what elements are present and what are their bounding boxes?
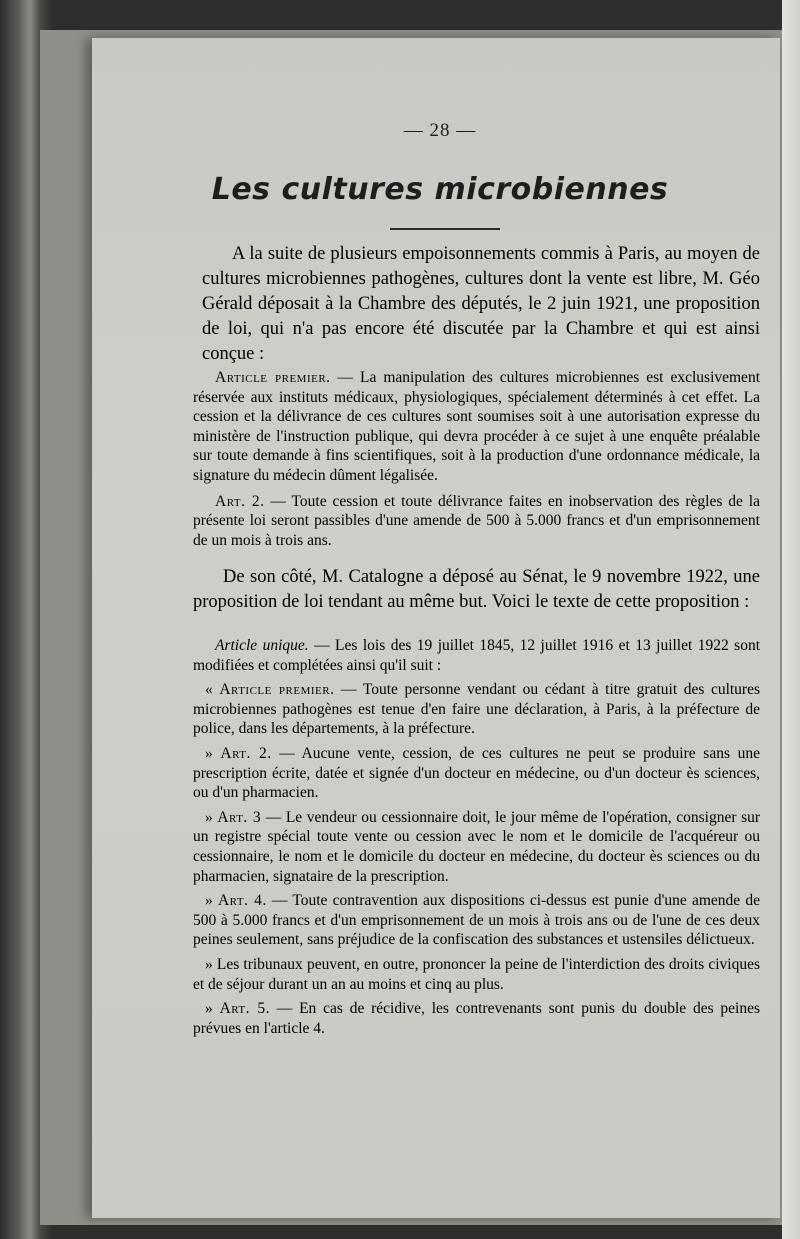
second-art2-text: — Aucune vente, cession, de ces cultures ne peut se produire sans une prescription écrite, datée et signée d'un docteur en médecine, ou d'un docteur ès sciences, ou d'un pharmacien. bbox=[193, 744, 761, 802]
second-art5-text: — En cas de récidive, les contrevenants sont punis du double des peines prévues en l'article 4. bbox=[193, 1000, 761, 1037]
intro-text: A la suite de plusieurs empoisonnements commis à Paris, au moyen de cultures microbiennes pathogènes, cultures dont la vente est libre, M. Géo Gérald déposait à la Chambre des députés, le 2 juin 1921, une proposition de loi, qui n'a pas encore été discutée par la Chambre et qui est ainsi conçue : bbox=[202, 244, 760, 364]
second-art4-prefix: » bbox=[205, 892, 218, 910]
second-art5-prefix: » bbox=[205, 1000, 220, 1018]
facing-page-edge bbox=[782, 0, 800, 1239]
second-art2-label: Art. 2. bbox=[220, 744, 272, 762]
second-art5 bbox=[193, 999, 760, 1038]
second-tribunals: » Les tribunaux peuvent, en outre, prononcer la peine de l'interdiction des droits civiques et de séjour durant un an au moins et cinq au plus. bbox=[193, 955, 760, 993]
page-title: Les cultures microbiennes bbox=[211, 172, 669, 207]
second-proposal bbox=[193, 636, 760, 1038]
second-art2-prefix: » bbox=[205, 744, 221, 762]
second-art1 bbox=[193, 680, 760, 739]
first-proposal bbox=[193, 368, 760, 550]
first-art1 bbox=[193, 368, 760, 486]
intro-paragraph bbox=[202, 242, 760, 367]
second-art4 bbox=[193, 891, 760, 950]
second-art2 bbox=[193, 744, 760, 803]
second-unique-text: — Les lois des 19 juillet 1845, 12 juillet 1916 et 13 juillet 1922 sont modifiées et complétées ainsi qu'il suit : bbox=[193, 637, 760, 674]
senate-intro-paragraph bbox=[193, 565, 760, 615]
book-page bbox=[92, 38, 780, 1218]
first-art2 bbox=[193, 492, 760, 551]
title-underline bbox=[390, 228, 500, 230]
first-art2-text: — Toute cession et toute délivrance faites en inobservation des règles de la présente loi seront passibles d'une amende de 500 à 5.000 francs et d'un emprisonnement de un mois à trois ans. bbox=[193, 492, 760, 549]
second-art4-label: Art. 4. bbox=[217, 892, 267, 910]
first-art1-label: Article premier. bbox=[215, 369, 331, 386]
page-number: — 28 — bbox=[403, 120, 477, 141]
first-art2-label: Art. 2. bbox=[215, 492, 265, 510]
second-art1-label: Article premier. bbox=[219, 681, 335, 699]
second-art3-label: Art. 3 bbox=[217, 808, 262, 826]
second-art1-prefix: « bbox=[205, 681, 220, 699]
second-art3 bbox=[193, 808, 760, 886]
second-unique bbox=[193, 636, 760, 675]
second-art4-text: — Toute contravention aux dispositions ci-dessus est punie d'une amende de 500 à 5.000 francs et d'un emprisonnement de un mois à trois ans ou de l'une de ces deux peines seulement, sans préjudice de la confiscation des substances et ustensiles délictueux. bbox=[193, 892, 761, 949]
second-art1-text: — Toute personne vendant ou cédant à titre gratuit des cultures microbiennes pathogènes est tenue d'en faire une déclaration, à Paris, à la préfecture de police, dans les départements, à la préfecture. bbox=[193, 681, 761, 738]
second-unique-label: Article unique. bbox=[215, 637, 309, 654]
first-art1-text: — La manipulation des cultures microbiennes est exclusivement réservée aux instituts médicaux, physiologiques, spécialement déterminés à cet effet. La cession et la délivrance de ces cultures sont soumises soit à une autorisation expresse du ministère de l'instruction publique, qui devra procéder à ce sujet à une enquête préalable sur toute demande à fins scientifiques, soit à la production d'une ordonnance médicale, la signature du médecin dûment légalisée. bbox=[193, 369, 760, 484]
second-art3-text: — Le vendeur ou cessionnaire doit, le jour même de l'opération, consigner sur un registre spécial toute vente ou cession avec le nom et le domicile de l'acquéreur ou cessionnaire, le nom et le domicile du docteur en médecine, du docteur ès sciences ou du pharmacien, signataire de la prescription. bbox=[193, 808, 761, 885]
second-art3-prefix: » bbox=[205, 808, 218, 826]
senate-intro-text: De son côté, M. Catalogne a déposé au Sénat, le 9 novembre 1922, une proposition de loi tendant au même but. Voici le texte de cette proposition : bbox=[193, 567, 760, 612]
second-art5-label: Art. 5. bbox=[219, 1000, 270, 1018]
